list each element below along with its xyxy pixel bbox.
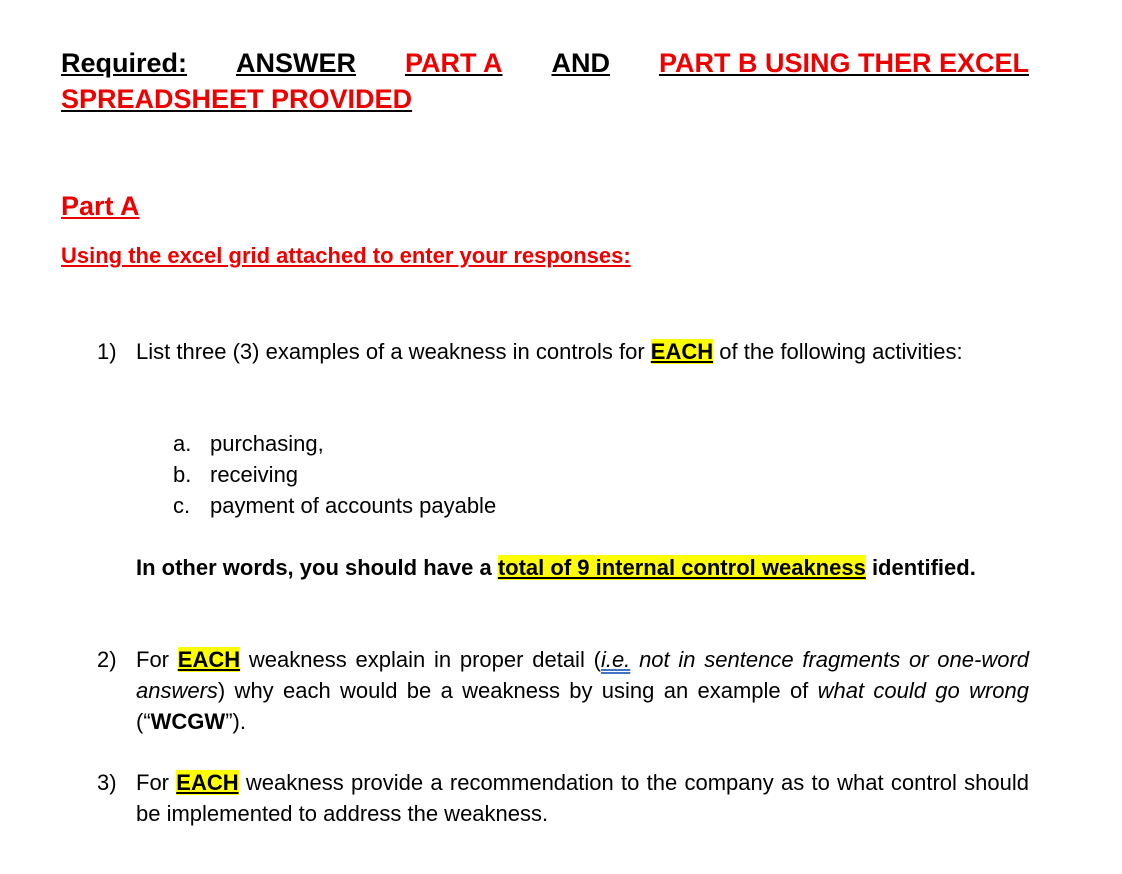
list-item: b. receiving <box>173 462 299 487</box>
question-3 <box>97 767 1029 829</box>
ie-abbreviation: i.e. <box>600 647 631 672</box>
each-highlight: EACH <box>650 339 714 364</box>
question-2 <box>97 644 1029 737</box>
answer-word: ANSWER <box>236 48 356 78</box>
required-heading-line2: SPREADSHEET PROVIDED <box>61 84 413 114</box>
question-1-text: List three (3) examples of a weakness in controls for EACH of the following activities: <box>136 339 963 364</box>
each-highlight: EACH <box>177 647 241 672</box>
question-3-number: 3) <box>97 770 117 795</box>
total-highlight: total of 9 internal control weakness <box>497 555 866 580</box>
and-word: AND <box>551 48 610 78</box>
total-weakness-note: In other words, you should have a total of 9 internal control weakness identified. <box>136 555 976 580</box>
part-a-heading: Part A <box>61 191 140 221</box>
question-1-number: 1) <box>97 339 117 364</box>
required-heading <box>61 45 1029 117</box>
required-heading-line1 <box>61 45 1029 81</box>
required-label: Required: <box>61 48 188 78</box>
part-b-ref: PART B USING THER EXCEL <box>658 48 1029 78</box>
list-item: c. payment of accounts payable <box>173 493 497 518</box>
question-3-text: For EACH weakness provide a recommendation to the company as to what control should be implemented to address the weakness. <box>136 770 1029 826</box>
using-excel-instruction: Using the excel grid attached to enter your responses: <box>61 243 631 268</box>
question-2-text: For EACH weakness explain in proper detail (i.e. not in sentence fragments or one-word answers) why each would be a weakness by using an example of what could go wrong (“WCGW”). <box>136 647 1030 734</box>
question-1 <box>97 336 1029 367</box>
wcgw-acronym: WCGW <box>150 709 226 734</box>
part-a-ref: PART A <box>404 48 503 78</box>
activity-list <box>173 428 496 521</box>
question-2-number: 2) <box>97 647 117 672</box>
each-highlight: EACH <box>176 770 239 795</box>
list-item: a. purchasing, <box>173 431 324 456</box>
